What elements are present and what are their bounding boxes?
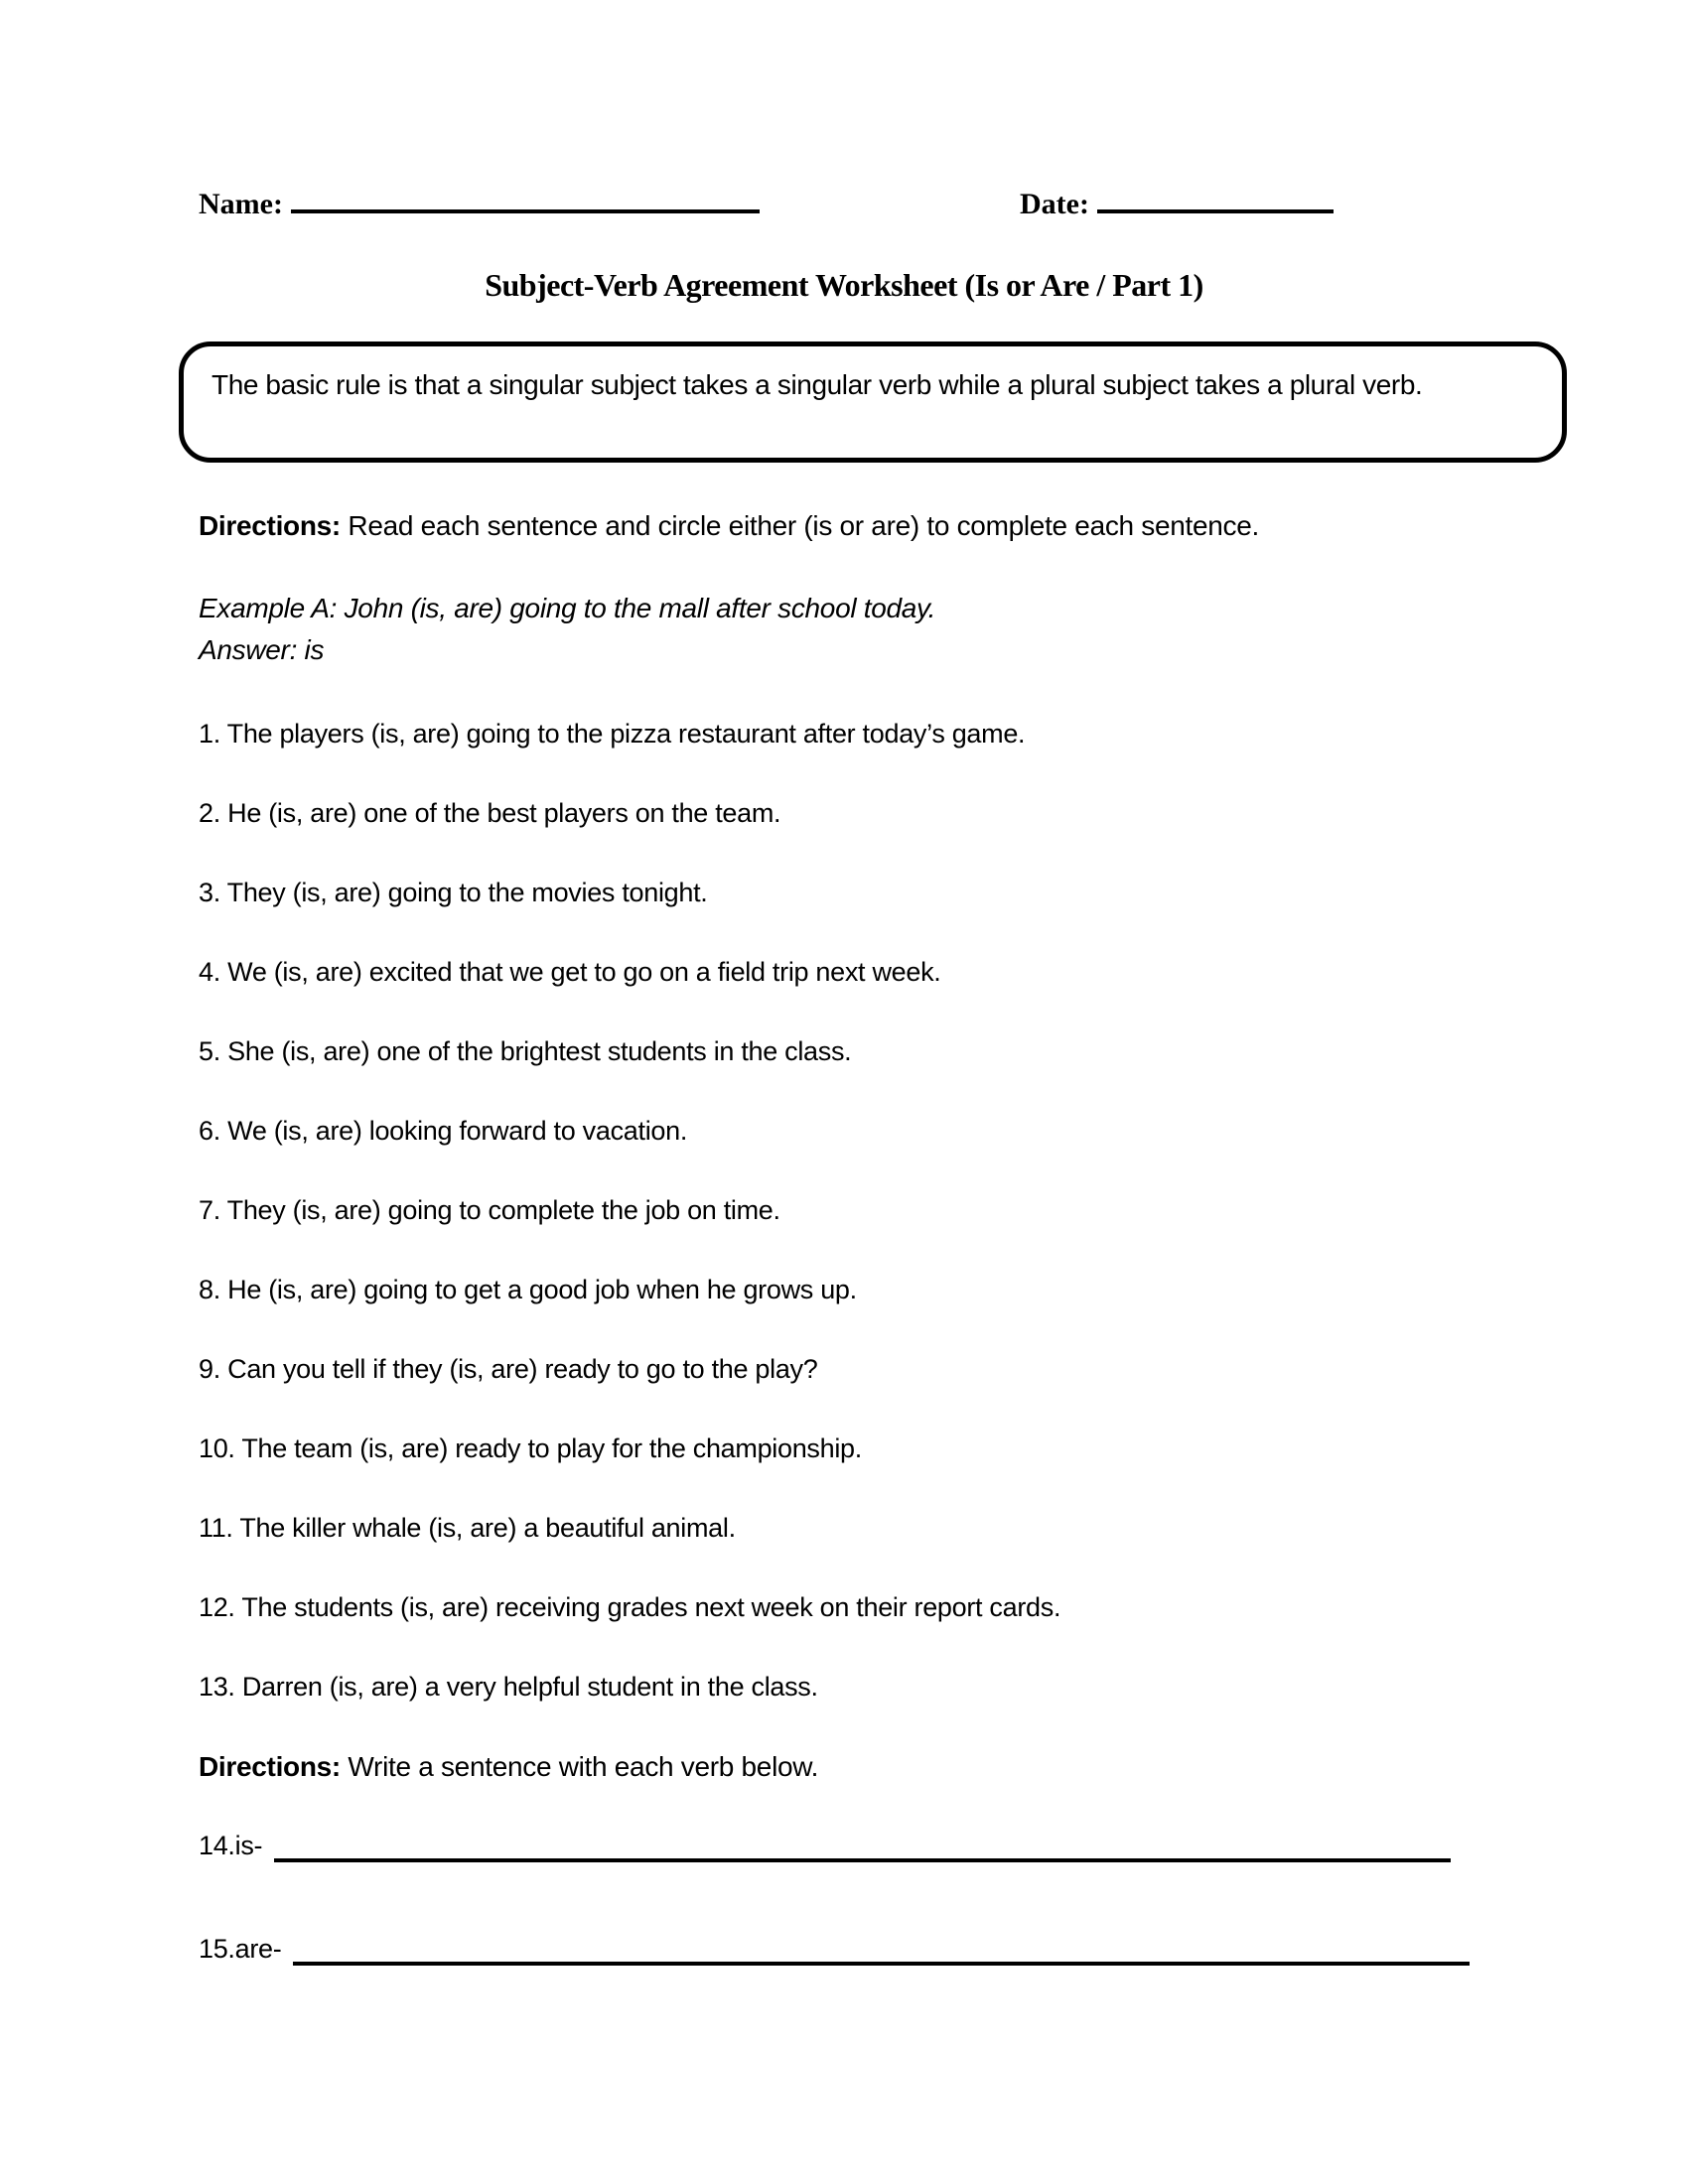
question-number: 7. (199, 1195, 220, 1225)
date-blank-field[interactable] (1097, 184, 1334, 213)
worksheet-title: Subject-Verb Agreement Worksheet (Is or Are / Part 1) (485, 267, 1203, 303)
question-number: 1. (199, 719, 220, 749)
directions-2-text: Write a sentence with each verb below. (340, 1751, 819, 1782)
question-item-2 (199, 796, 1569, 830)
question-item-5 (199, 1034, 1569, 1068)
question-text: The team (is, are) ready to play for the championship. (234, 1433, 862, 1463)
write-blank-field-15[interactable] (293, 1936, 1470, 1966)
write-item-14 (199, 1829, 1569, 1862)
question-item-3 (199, 876, 1569, 909)
example-sentence: Example A: John (is, are) going to the mall after school today. (199, 593, 936, 623)
directions-2 (199, 1749, 1569, 1785)
question-text: They (is, are) going to the movies tonight. (219, 878, 708, 907)
directions-1 (199, 508, 1569, 544)
write-blank-field-14[interactable] (274, 1833, 1451, 1862)
question-number: 5. (199, 1036, 220, 1066)
example-block (199, 588, 1569, 671)
question-number: 11. (199, 1513, 233, 1543)
rule-box (179, 341, 1567, 463)
directions-1-label: Directions: (199, 510, 341, 541)
question-text: The killer whale (is, are) a beautiful animal. (232, 1513, 736, 1543)
question-item-13 (199, 1670, 1569, 1704)
question-number: 3. (199, 878, 220, 907)
question-item-10 (199, 1432, 1569, 1465)
question-number: 12. (199, 1592, 235, 1622)
question-number: 10. (199, 1433, 235, 1463)
write-item-number: 14. (199, 1831, 235, 1860)
question-item-7 (199, 1193, 1569, 1227)
example-answer: Answer: is (199, 634, 325, 665)
question-item-4 (199, 955, 1569, 989)
question-list (199, 717, 1569, 1704)
question-text: They (is, are) going to complete the job on time. (219, 1195, 780, 1225)
question-number: 6. (199, 1116, 220, 1146)
question-text: We (is, are) excited that we get to go on a field trip next week. (219, 957, 941, 987)
rule-text: The basic rule is that a singular subject takes a singular verb while a plural subject takes a plural verb. (211, 369, 1423, 400)
question-item-1 (199, 717, 1569, 751)
question-number: 8. (199, 1275, 220, 1304)
write-item-15 (199, 1932, 1569, 1966)
question-number: 2. (199, 798, 220, 828)
header-row (199, 184, 1569, 222)
question-item-6 (199, 1114, 1569, 1148)
question-text: She (is, are) one of the brightest students in the class. (219, 1036, 852, 1066)
write-item-number: 15. (199, 1934, 235, 1964)
directions-1-text: Read each sentence and circle either (is or are) to complete each sentence. (340, 510, 1260, 541)
question-text: Can you tell if they (is, are) ready to go to the play? (219, 1354, 818, 1384)
question-number: 13. (199, 1672, 235, 1702)
question-item-12 (199, 1590, 1569, 1624)
directions-2-label: Directions: (199, 1751, 341, 1782)
question-number: 9. (199, 1354, 220, 1384)
name-label: Name: (199, 188, 283, 220)
question-text: The students (is, are) receiving grades next week on their report cards. (234, 1592, 1061, 1622)
question-text: He (is, are) one of the best players on the team. (219, 798, 781, 828)
question-text: He (is, are) going to get a good job when he grows up. (219, 1275, 857, 1304)
date-label: Date: (1019, 188, 1089, 220)
name-blank-field[interactable] (291, 184, 760, 213)
question-text: The players (is, are) going to the pizza restaurant after today’s game. (219, 719, 1026, 749)
question-text: Darren (is, are) a very helpful student in the class. (234, 1672, 818, 1702)
question-item-11 (199, 1511, 1569, 1545)
question-number: 4. (199, 957, 220, 987)
question-item-9 (199, 1352, 1569, 1386)
question-item-8 (199, 1273, 1569, 1306)
write-item-verb: is- (234, 1831, 263, 1860)
write-item-verb: are- (234, 1934, 282, 1964)
question-text: We (is, are) looking forward to vacation. (219, 1116, 688, 1146)
